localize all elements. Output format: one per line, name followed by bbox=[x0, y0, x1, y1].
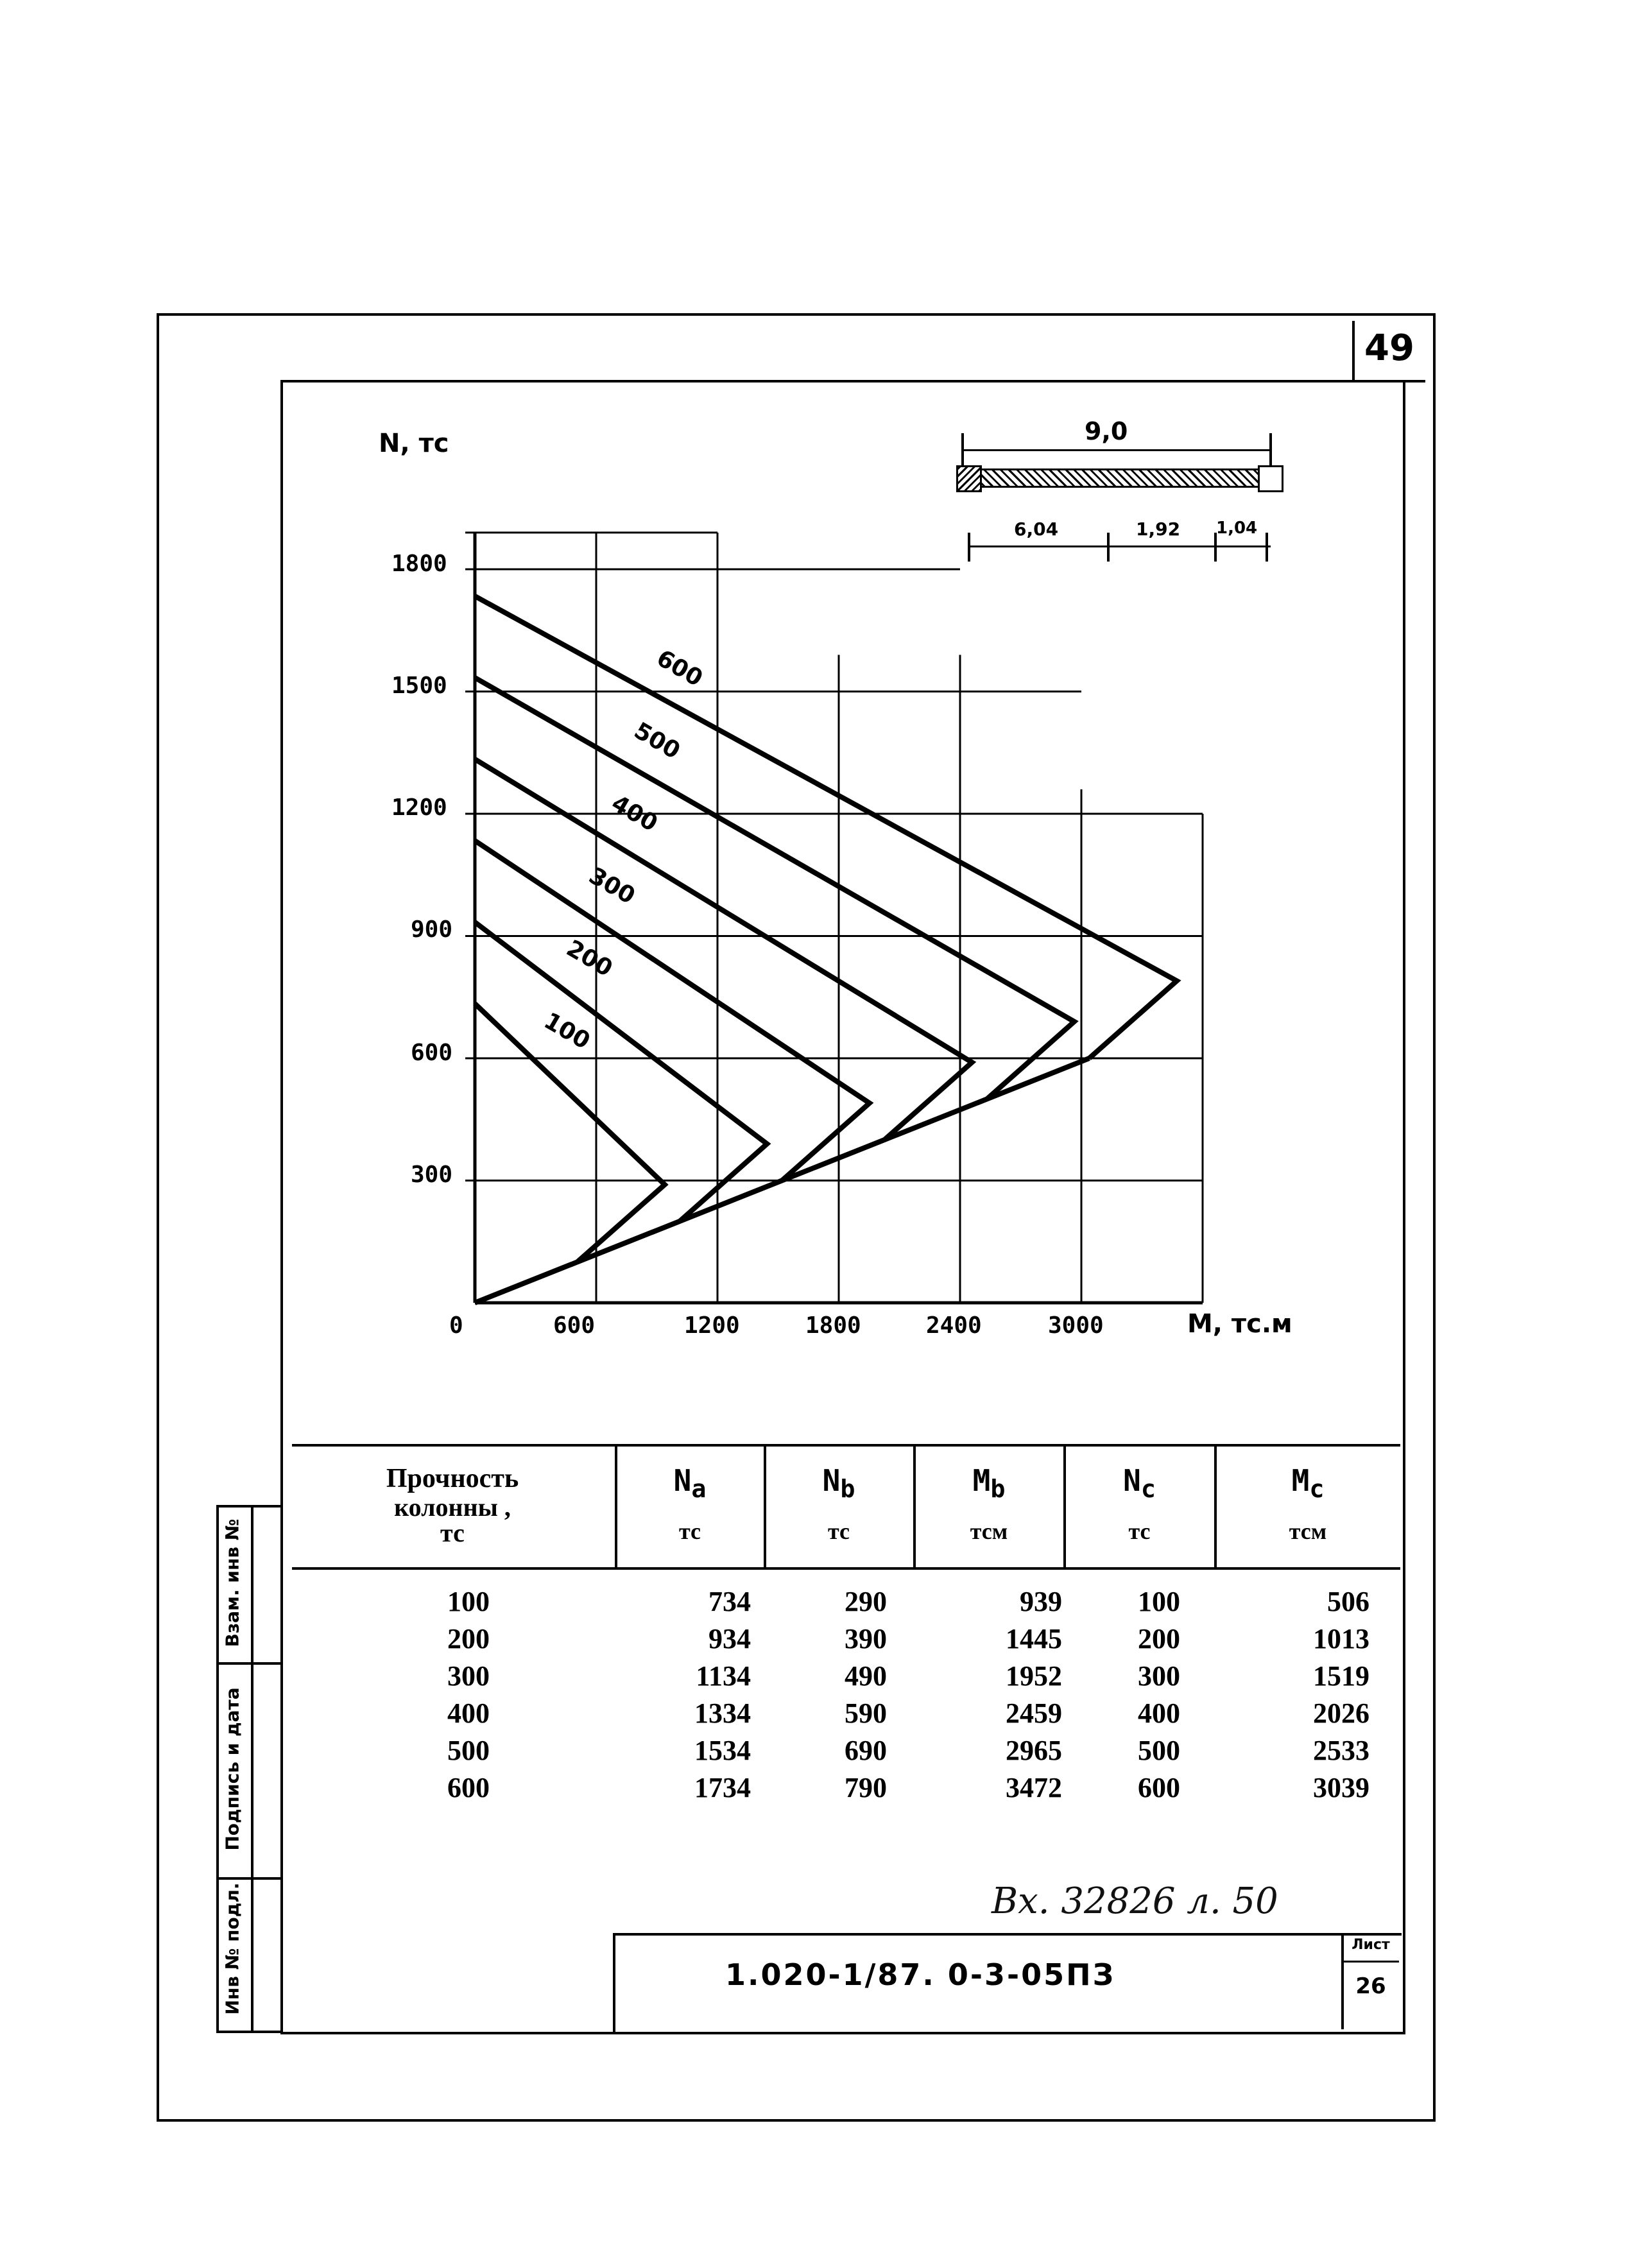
table-top-line bbox=[292, 1444, 1400, 1447]
header-mc-sub: c bbox=[1309, 1475, 1325, 1504]
curve-label-600: 600 bbox=[652, 645, 707, 692]
table-header-bottom-line bbox=[292, 1567, 1400, 1570]
sketch-tick-b1 bbox=[968, 533, 970, 562]
curve-label-300: 300 bbox=[584, 863, 640, 910]
header-strength-line1: Прочность bbox=[386, 1464, 519, 1493]
side-label-signature: Подпись и дата bbox=[221, 1687, 243, 1851]
table-cell: 790 bbox=[845, 1772, 887, 1803]
sketch-segment-1: 6,04 bbox=[1014, 519, 1059, 540]
sketch-total-length: 9,0 bbox=[1085, 417, 1128, 445]
header-nc-unit: тс bbox=[1128, 1518, 1151, 1544]
page-number: 49 bbox=[1364, 327, 1414, 369]
header-mb-sub: b bbox=[990, 1475, 1006, 1504]
sheet-number: 26 bbox=[1355, 1973, 1386, 1999]
header-nb-sub: b bbox=[840, 1475, 855, 1504]
header-nb bbox=[765, 1463, 913, 1504]
table-cell: 2533 bbox=[1313, 1735, 1369, 1766]
table-cell: 200 bbox=[1138, 1623, 1180, 1654]
table-cell: 734 bbox=[708, 1586, 751, 1617]
header-nb-unit: тс bbox=[827, 1518, 850, 1544]
y-tick-label: 1500 bbox=[391, 673, 447, 699]
table-cell: 1952 bbox=[1006, 1660, 1062, 1692]
table-cell: 1519 bbox=[1313, 1660, 1369, 1692]
header-nc-sub: c bbox=[1140, 1475, 1156, 1504]
curve-300 bbox=[475, 841, 870, 1181]
sketch-tick-left bbox=[961, 433, 964, 465]
table-cell: 2459 bbox=[1006, 1697, 1062, 1729]
header-nc bbox=[1065, 1463, 1214, 1504]
table-cell: 600 bbox=[447, 1772, 490, 1803]
x-tick-label: 1800 bbox=[805, 1312, 861, 1339]
header-strength-line2: колонны , bbox=[394, 1493, 511, 1522]
sketch-segment-3: 1,04 bbox=[1216, 519, 1258, 538]
table-cell: 1534 bbox=[694, 1735, 751, 1766]
curve-600 bbox=[475, 596, 1177, 1058]
header-mc bbox=[1215, 1463, 1400, 1504]
table-cell: 1134 bbox=[696, 1660, 751, 1692]
header-nc-label: N bbox=[1123, 1463, 1141, 1498]
table-cell: 300 bbox=[1138, 1660, 1180, 1692]
header-mb-unit: тсм bbox=[970, 1518, 1008, 1544]
table-row bbox=[292, 1660, 1400, 1697]
data-table bbox=[292, 1444, 1400, 1829]
table-cell: 500 bbox=[1138, 1735, 1180, 1766]
table-cell: 600 bbox=[1138, 1772, 1180, 1803]
table-cell: 3472 bbox=[1006, 1772, 1062, 1803]
header-mb bbox=[914, 1463, 1063, 1504]
table-cell: 690 bbox=[845, 1735, 887, 1766]
table-cell: 490 bbox=[845, 1660, 887, 1692]
header-mb-label: M bbox=[972, 1463, 991, 1498]
table-row bbox=[292, 1771, 1400, 1808]
table-cell: 500 bbox=[447, 1735, 490, 1766]
curve-400 bbox=[475, 759, 972, 1140]
x-tick-label: 2400 bbox=[926, 1312, 982, 1339]
sketch-support-right bbox=[1258, 465, 1283, 492]
chart-grid bbox=[465, 533, 1203, 1303]
x-tick-label: 600 bbox=[553, 1312, 596, 1339]
table-row bbox=[292, 1622, 1400, 1660]
table-cell: 390 bbox=[845, 1623, 887, 1654]
y-tick-label: 900 bbox=[411, 916, 453, 943]
sketch-dimension-line-bottom bbox=[969, 546, 1271, 547]
x-tick-label: 1200 bbox=[684, 1312, 740, 1339]
table-cell: 1013 bbox=[1313, 1623, 1369, 1654]
sketch-tick-b2 bbox=[1107, 533, 1110, 562]
header-na-sub: a bbox=[691, 1475, 707, 1504]
curve-label-100: 100 bbox=[539, 1008, 595, 1055]
sketch-beam bbox=[956, 468, 1281, 488]
table-cell: 400 bbox=[1138, 1697, 1180, 1729]
table-cell: 290 bbox=[845, 1586, 887, 1617]
side-label-replacement: Взам. инв № bbox=[221, 1518, 243, 1647]
table-cell: 2026 bbox=[1313, 1697, 1369, 1729]
sketch-support-left bbox=[956, 465, 982, 492]
header-na bbox=[616, 1463, 764, 1504]
table-cell: 2965 bbox=[1006, 1735, 1062, 1766]
curve-200 bbox=[475, 922, 767, 1221]
table-cell: 506 bbox=[1327, 1586, 1369, 1617]
header-na-unit: тс bbox=[678, 1518, 701, 1544]
curve-label-200: 200 bbox=[562, 935, 617, 983]
y-axis-title: N, тс bbox=[379, 429, 449, 458]
section-sketch bbox=[937, 417, 1296, 565]
sketch-segment-2: 1,92 bbox=[1136, 519, 1181, 540]
table-cell: 934 bbox=[708, 1623, 751, 1654]
x-tick-label: 3000 bbox=[1048, 1312, 1104, 1339]
table-row bbox=[292, 1585, 1400, 1622]
header-na-label: N bbox=[673, 1463, 692, 1498]
handwritten-note: Вх. 32826 л. 50 bbox=[991, 1880, 1278, 1922]
sketch-dimension-line-top bbox=[963, 449, 1271, 451]
table-row bbox=[292, 1734, 1400, 1771]
table-cell: 100 bbox=[447, 1586, 490, 1617]
sheet-label: Лист bbox=[1352, 1937, 1390, 1953]
curve-label-500: 500 bbox=[629, 717, 685, 765]
sheet-box-divider bbox=[1341, 1961, 1399, 1963]
table-cell: 1734 bbox=[694, 1772, 751, 1803]
table-cell: 200 bbox=[447, 1623, 490, 1654]
y-tick-label: 300 bbox=[411, 1162, 453, 1188]
table-cell: 300 bbox=[447, 1660, 490, 1692]
header-mc-label: M bbox=[1291, 1463, 1310, 1498]
table-cell: 100 bbox=[1138, 1586, 1180, 1617]
header-nb-label: N bbox=[822, 1463, 841, 1498]
sketch-tick-b4 bbox=[1266, 533, 1268, 562]
header-strength-unit: тс bbox=[440, 1518, 465, 1547]
table-cell: 590 bbox=[845, 1697, 887, 1729]
table-row bbox=[292, 1697, 1400, 1734]
document-code: 1.020-1/87. 0-3-05ПЗ bbox=[725, 1957, 1116, 1992]
table-cell: 400 bbox=[447, 1697, 490, 1729]
sketch-tick-right bbox=[1269, 433, 1272, 465]
table-cell: 1445 bbox=[1006, 1623, 1062, 1654]
table-cell: 1334 bbox=[694, 1697, 751, 1729]
header-mc-unit: тсм bbox=[1289, 1518, 1327, 1544]
table-cell: 3039 bbox=[1313, 1772, 1369, 1803]
x-tick-label: 0 bbox=[449, 1312, 463, 1339]
y-tick-label: 600 bbox=[411, 1040, 453, 1066]
side-label-inventory: Инв № подл. bbox=[221, 1882, 243, 2015]
table-cell: 939 bbox=[1020, 1586, 1062, 1617]
y-tick-label: 1200 bbox=[391, 795, 447, 821]
x-axis-title: M, тс.м bbox=[1187, 1309, 1292, 1339]
y-tick-label: 1800 bbox=[391, 551, 447, 577]
curve-label-400: 400 bbox=[606, 790, 662, 838]
